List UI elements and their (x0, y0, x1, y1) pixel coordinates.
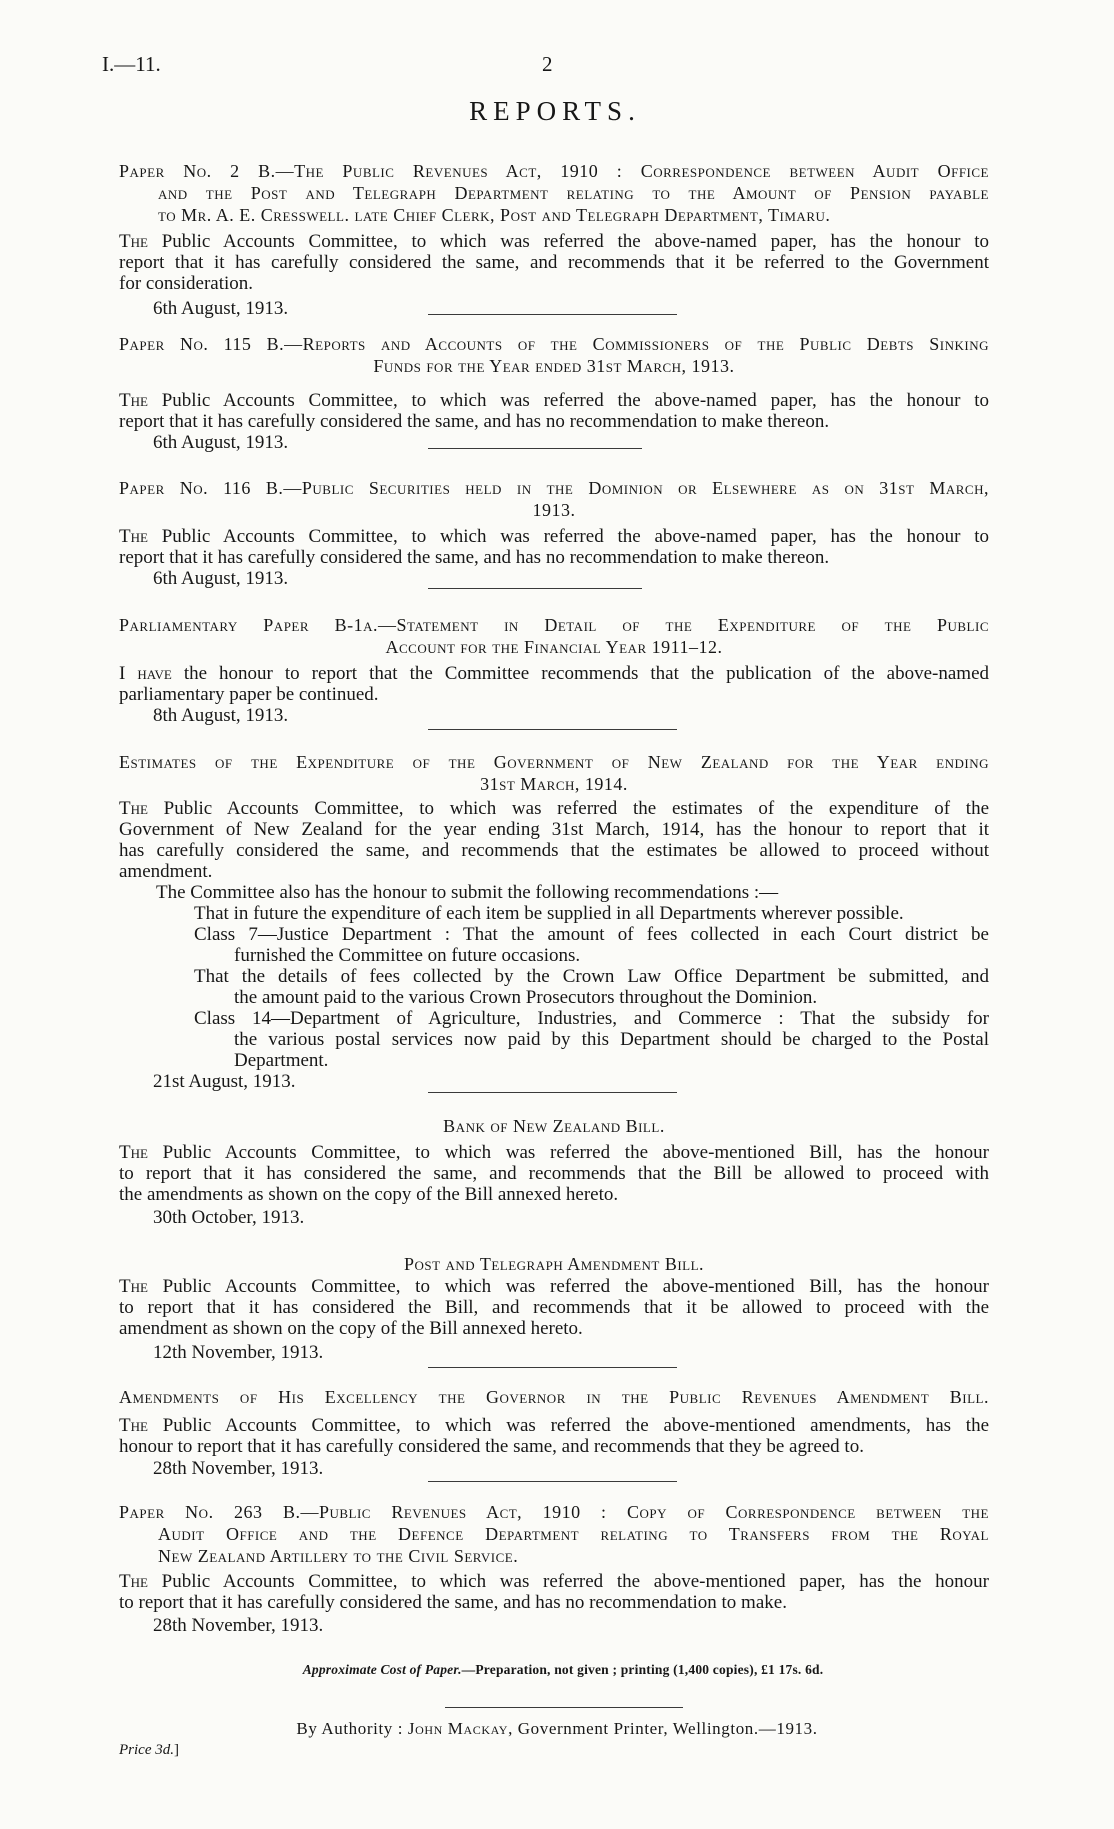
heading-line: Parliamentary Paper B-1a.—Statement in Detail of the Expenditure of the Public (119, 615, 989, 635)
section-body (119, 526, 989, 568)
section-rule (428, 588, 642, 589)
body-line (119, 411, 989, 432)
section-body (119, 663, 989, 705)
heading-line: Paper No. 2 B.—The Public Revenues Act, 1910 : Correspondence between Audit Office (119, 161, 989, 181)
body-paragraph (119, 390, 989, 432)
paragraph-lead-word: The (119, 1415, 148, 1436)
paragraph-lead-word: The (119, 1142, 148, 1163)
section-heading (119, 1253, 989, 1275)
printer-name: John Mackay (407, 1719, 509, 1738)
body-line (119, 252, 989, 273)
paragraph-lead-word: I have (119, 663, 172, 684)
document-reference: I.—11. (102, 52, 161, 76)
body-line (119, 1163, 989, 1184)
printing-cost-note (0, 1662, 1114, 1678)
section-rule (428, 448, 642, 449)
paragraph-lead-word: The (119, 1571, 148, 1592)
body-paragraph (119, 1571, 989, 1613)
heading-line: and the Post and Telegraph Department relating to the Amount of Pension payable (158, 183, 989, 203)
heading-line: Bank of New Zealand Bill. (443, 1116, 665, 1136)
body-line-text: report that it has carefully considered the same, and has no recommendation to make thereon. (119, 411, 830, 432)
recommendation-line: Department. (234, 1050, 329, 1071)
body-line-text: the amendments as shown on the copy of the Bill annexed hereto. (119, 1184, 619, 1205)
recommendations-intro: The Committee also has the honour to submit the following recommendations :— (156, 882, 779, 903)
heading-line: Amendments of His Excellency the Governor in the Public Revenues Amendment Bill. (119, 1387, 989, 1407)
report-date: 8th August, 1913. (153, 705, 289, 726)
cost-text: —Preparation, not given ; printing (1,400 copies), £1 17s. 6d. (461, 1662, 824, 1677)
body-line (119, 1142, 989, 1163)
section-rule (428, 314, 677, 315)
section-heading (119, 751, 989, 795)
section-heading (119, 477, 989, 521)
body-line-text: to report that it has considered the Bill, and recommends that it be allowed to proceed with the (119, 1297, 989, 1318)
report-date: 6th August, 1913. (153, 432, 289, 453)
section-rule (428, 1367, 677, 1368)
recommendation-item (119, 924, 989, 966)
section-body (119, 1415, 989, 1457)
footer-rule (445, 1707, 683, 1708)
price-bracket: ] (173, 1742, 179, 1758)
heading-line: Post and Telegraph Amendment Bill. (403, 1254, 705, 1274)
body-line-text: parliamentary paper be continued. (119, 684, 379, 705)
body-line-text: Public Accounts Committee, to which was referred the above-named paper, has the honour to (161, 526, 990, 547)
section-heading (119, 614, 989, 658)
body-line-text: Public Accounts Committee, to which was referred the above-mentioned paper, has the honour (161, 1571, 989, 1592)
section-body (119, 231, 989, 294)
body-paragraph (119, 231, 989, 294)
body-line-text: Public Accounts Committee, to which was referred the above-mentioned Bill, has the honour (162, 1142, 990, 1163)
heading-line: 1913. (532, 500, 576, 520)
page-number: 2 (542, 52, 553, 76)
body-line (119, 390, 989, 411)
body-line (119, 840, 989, 861)
section-heading (119, 333, 989, 377)
body-line-text: Public Accounts Committee, to which was referred the above-named paper, has the honour to (161, 231, 990, 252)
authority-prefix: By Authority : (296, 1719, 404, 1738)
body-line (119, 1415, 989, 1436)
body-line-text: for consideration. (119, 273, 254, 294)
body-line (119, 1276, 989, 1297)
body-paragraph (119, 1142, 989, 1205)
page-title: REPORTS. (469, 96, 641, 126)
section-rule (428, 729, 677, 730)
section-body (119, 798, 989, 1071)
body-line-text: report that it has carefully considered the same, and recommends that it be referred to the Government (119, 252, 989, 273)
body-line (119, 663, 989, 684)
body-line (119, 547, 989, 568)
report-date: 21st August, 1913. (153, 1071, 296, 1092)
body-line (119, 1571, 989, 1592)
body-line (119, 1318, 989, 1339)
body-line (119, 1436, 989, 1457)
recommendation-line: That the details of fees collected by the Crown Law Office Department be submitted, and (194, 966, 989, 987)
heading-line: Funds for the Year ended 31st March, 1913. (373, 356, 735, 376)
recommendation-line: the amount paid to the various Crown Prosecutors throughout the Dominion. (234, 987, 818, 1008)
body-paragraph (119, 1415, 989, 1457)
section-body (119, 390, 989, 432)
body-line-text: Government of New Zealand for the year ending 31st March, 1914, has the honour to report that it (119, 819, 989, 840)
body-paragraph (119, 663, 989, 705)
body-line (119, 819, 989, 840)
body-paragraph (119, 526, 989, 568)
report-date: 30th October, 1913. (153, 1207, 305, 1228)
body-line (119, 1297, 989, 1318)
heading-line: Estimates of the Expenditure of the Government of New Zealand for the Year ending (119, 752, 989, 772)
body-line-text: to report that it has considered the same, and recommends that the Bill be allowed to proceed with (119, 1163, 989, 1184)
body-line-text: amendment as shown on the copy of the Bill annexed hereto. (119, 1318, 583, 1339)
recommendation-line: That in future the expenditure of each item be supplied in all Departments wherever possible. (194, 903, 904, 924)
section-rule (428, 1481, 677, 1482)
recommendation-item (119, 1008, 989, 1071)
report-date: 6th August, 1913. (153, 298, 289, 319)
recommendation-line: furnished the Committee on future occasions. (234, 945, 581, 966)
printer-imprint (0, 1719, 1114, 1739)
recommendation-line: Class 7—Justice Department : That the amount of fees collected in each Court district be (194, 924, 989, 945)
paragraph-lead-word: The (119, 526, 148, 547)
body-line-text: Public Accounts Committee, to which was referred the estimates of the expenditure of the (163, 798, 989, 819)
heading-line: Account for the Financial Year 1911–12. (385, 637, 723, 657)
heading-line: Paper No. 263 B.—Public Revenues Act, 1910 : Copy of Correspondence between the (119, 1502, 989, 1522)
body-line-text: the honour to report that the Committee recommends that the publication of the above-named (183, 663, 990, 684)
body-line (119, 231, 989, 252)
body-line-text: Public Accounts Committee, to which was referred the above-named paper, has the honour to (161, 390, 990, 411)
section-body (119, 1571, 989, 1613)
recommendation-item (119, 966, 989, 1008)
paragraph-lead-word: The (119, 798, 148, 819)
heading-line: Paper No. 116 B.—Public Securities held in the Dominion or Elsewhere as on 31st March, (119, 478, 989, 498)
body-line (119, 684, 989, 705)
section-body (119, 1276, 989, 1339)
body-line-text: to report that it has carefully considered the same, and has no recommendation to make. (119, 1592, 787, 1613)
body-line (119, 526, 989, 547)
report-date: 28th November, 1913. (153, 1615, 324, 1636)
body-line (119, 798, 989, 819)
paragraph-lead-word: The (119, 390, 148, 411)
body-line-text: report that it has carefully considered the same, and has no recommendation to make thereon. (119, 547, 830, 568)
report-date: 28th November, 1913. (153, 1458, 324, 1479)
heading-line: Audit Office and the Defence Department relating to Transfers from the Royal (158, 1524, 989, 1544)
body-paragraph (119, 798, 989, 882)
section-heading (119, 1386, 989, 1408)
recommendation-line: Class 14—Department of Agriculture, Industries, and Commerce : That the subsidy for (194, 1008, 989, 1029)
section-body (119, 1142, 989, 1205)
body-line (119, 861, 989, 882)
price-text: Price 3d. (119, 1742, 174, 1758)
authority-suffix: , Government Printer, Wellington.—1913. (508, 1719, 818, 1738)
recommendations-list (119, 903, 989, 1071)
cost-label: Approximate Cost of Paper. (302, 1662, 462, 1677)
body-line-text: Public Accounts Committee, to which was referred the above-mentioned amendments, has the (162, 1415, 990, 1436)
body-line-text: amendment. (119, 861, 213, 882)
heading-line: to Mr. A. E. Cresswell. late Chief Clerk, Post and Telegraph Department, Timaru. (158, 205, 831, 225)
report-date: 6th August, 1913. (153, 568, 289, 589)
section-heading (119, 160, 989, 226)
body-paragraph (119, 1276, 989, 1339)
body-line-text: has carefully considered the same, and recommends that the estimates be allowed to proceed without (119, 840, 989, 861)
body-line (119, 1592, 989, 1613)
body-line-text: Public Accounts Committee, to which was referred the above-mentioned Bill, has the honour (162, 1276, 990, 1297)
body-line-text: honour to report that it has carefully considered the same, and recommends that they be agreed to. (119, 1436, 864, 1457)
heading-line: 31st March, 1914. (480, 774, 628, 794)
paragraph-lead-word: The (119, 1276, 148, 1297)
body-line (119, 273, 989, 294)
body-line (119, 1184, 989, 1205)
section-heading (119, 1115, 989, 1137)
heading-line: Paper No. 115 B.—Reports and Accounts of the Commissioners of the Public Debts Sinking (119, 334, 989, 354)
report-date: 12th November, 1913. (153, 1342, 324, 1363)
recommendation-line: the various postal services now paid by this Department should be charged to the Postal (234, 1029, 989, 1050)
recommendation-item (119, 903, 989, 924)
price-note (119, 1741, 179, 1759)
heading-line: New Zealand Artillery to the Civil Service. (158, 1546, 519, 1566)
section-heading (119, 1501, 989, 1567)
paragraph-lead-word: The (119, 231, 148, 252)
section-rule (428, 1092, 677, 1093)
